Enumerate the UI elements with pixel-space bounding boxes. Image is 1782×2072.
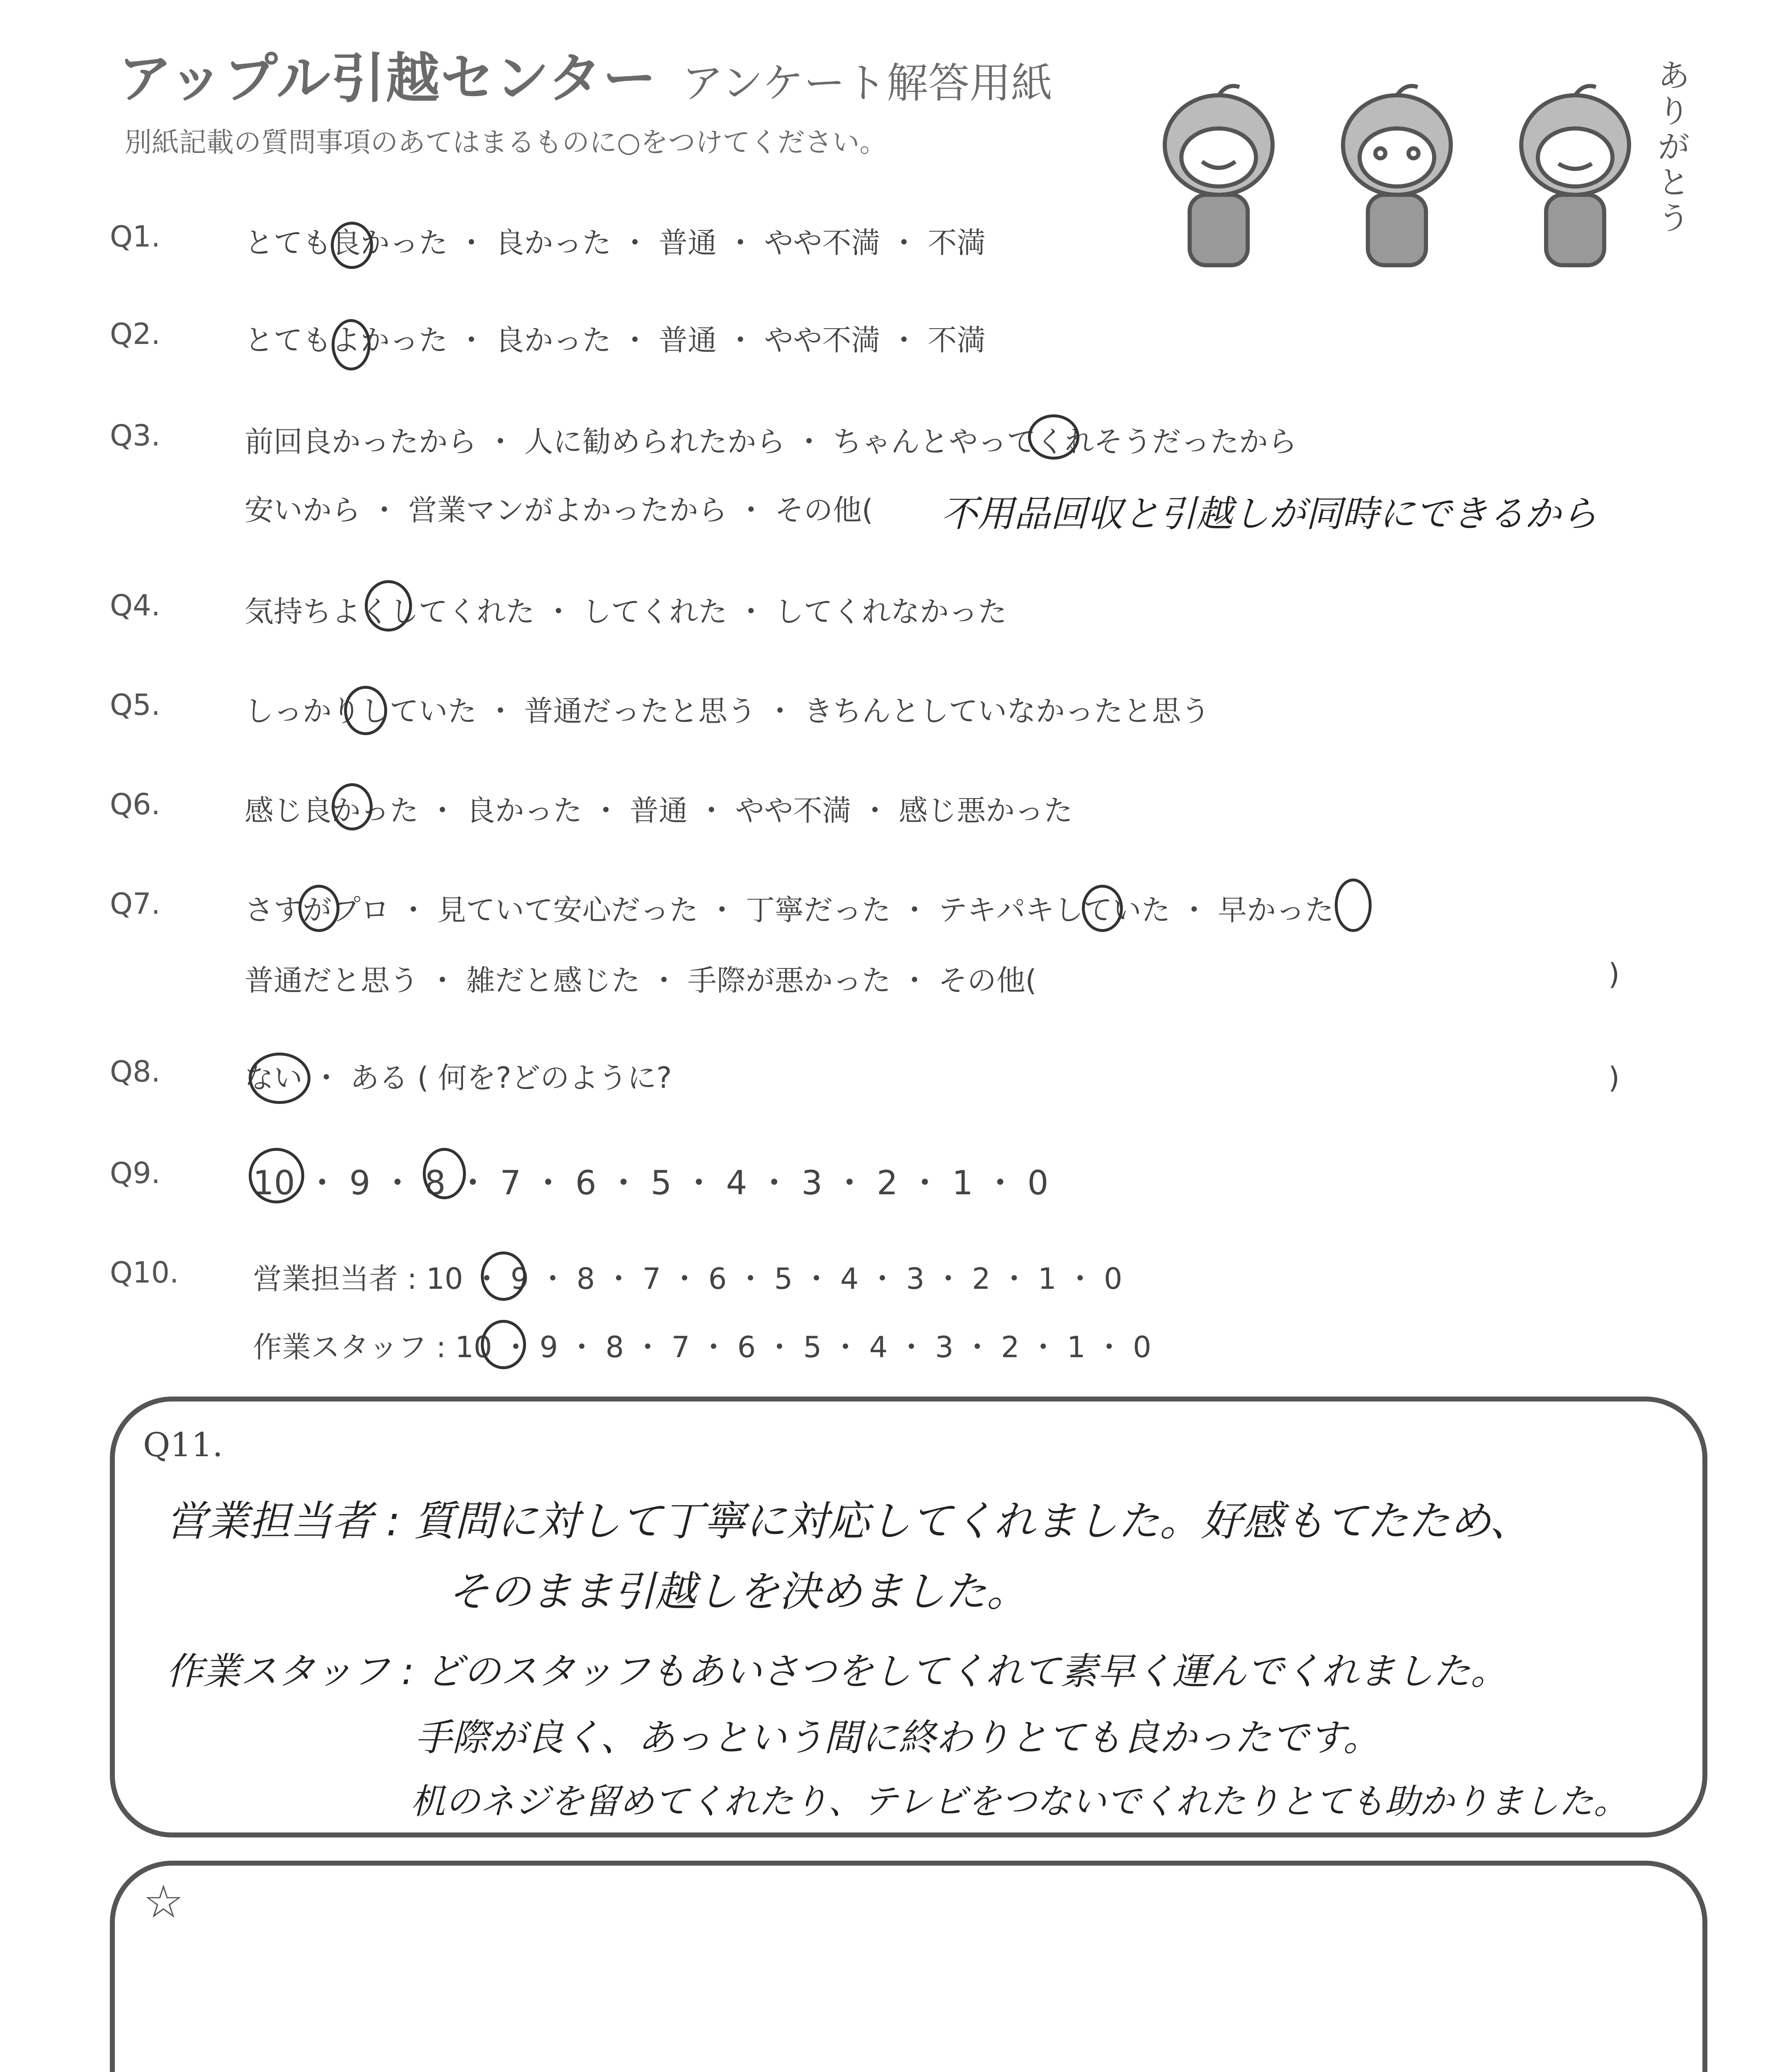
instruction-text: 別紙記載の質問事項のあてはまるものに○をつけてください。	[124, 126, 887, 158]
q10-sales-scale: 営業担当者 : 10 ・ 9 ・ 8 ・ 7 ・ 6 ・ 5 ・ 4 ・ 3 ・ 2 ・ 1 ・ 0	[253, 1262, 1123, 1296]
q1-options: とても良かった ・ 良かった ・ 普通 ・ やや不満 ・ 不満	[245, 226, 986, 260]
q4-label: Q4.	[110, 588, 160, 622]
q11-handwritten-line-2: そのまま引越しを決めました。	[448, 1567, 1028, 1616]
q9-scale: 10 ・ 9 ・ 8 ・ 7 ・ 6 ・ 5 ・ 4 ・ 3 ・ 2 ・ 1 ・ 0	[253, 1164, 1049, 1202]
q10-label: Q10.	[110, 1256, 179, 1290]
q3-options-line1: 前回良かったから ・ 人に勧められたから ・ ちゃんとやってくれそうだったから	[245, 425, 1297, 459]
q8-answer-circle	[249, 1053, 310, 1104]
q7-answer-circle-2	[1082, 885, 1123, 932]
q11-handwritten-line-5: 机のネジを留めてくれたり、テレビをつないでくれたりとても助かりました。	[410, 1781, 1629, 1822]
q6-answer-circle	[332, 783, 373, 830]
form-subtitle: アンケート解答用紙	[682, 59, 1052, 107]
q10-staff-answer-circle	[481, 1320, 526, 1369]
q10-sales-answer-circle	[481, 1251, 526, 1301]
q2-options: とてもよかった ・ 良かった ・ 普通 ・ やや不満 ・ 不満	[245, 323, 986, 357]
mascot-illustration	[1144, 58, 1704, 274]
q6-label: Q6.	[110, 787, 160, 821]
q9-answer-circle-8	[423, 1148, 466, 1199]
q11-label: Q11.	[143, 1426, 223, 1464]
q3-label: Q3.	[110, 419, 160, 453]
q11-handwritten-line-4: 手際が良く、あっという間に終わりとても良かったです。	[415, 1716, 1381, 1760]
q2-answer-circle	[332, 319, 371, 370]
q9-label: Q9.	[110, 1156, 160, 1190]
q2-label: Q2.	[110, 317, 160, 351]
q11-handwritten-line-1: 営業担当者 : 質問に対して丁寧に対応してくれました。好感もてたため、	[166, 1497, 1531, 1545]
q8-options: ない ・ ある ( 何を?どのように?	[245, 1061, 672, 1095]
q6-options: 感じ良かった ・ 良かった ・ 普通 ・ やや不満 ・ 感じ悪かった	[245, 794, 1073, 828]
q10-staff-scale: 作業スタッフ : 10 ・ 9 ・ 8 ・ 7 ・ 6 ・ 5 ・ 4 ・ 3 ・ 2 ・ 1 ・ 0	[253, 1330, 1152, 1364]
q7-options-line1: さすがプロ ・ 見ていて安心だった ・ 丁寧だった ・ テキパキしていた ・ 早かった	[245, 893, 1334, 927]
monkey-mascots-icon	[1144, 58, 1704, 274]
q7-other-close: )	[1608, 957, 1620, 991]
q1-label: Q1.	[110, 220, 160, 254]
star-comment-box	[110, 1861, 1707, 2072]
q11-handwritten-line-3: 作業スタッフ : どのスタッフもあいさつをしてくれて素早く運んでくれました。	[166, 1650, 1508, 1693]
q3-options-line2: 安いから ・ 営業マンがよかったから ・ その他(	[245, 493, 873, 527]
q5-options: しっかりしていた ・ 普通だったと思う ・ きちんとしていなかったと思う	[245, 694, 1210, 728]
q9-answer-circle-10	[249, 1148, 304, 1203]
q3-answer-circle	[1028, 414, 1079, 460]
q7-answer-circle-3	[1335, 879, 1372, 932]
q1-answer-circle	[331, 222, 373, 269]
q8-close: )	[1608, 1061, 1620, 1095]
q4-options: 気持ちよくしてくれた ・ してくれた ・ してくれなかった	[245, 595, 1007, 629]
q5-answer-circle	[344, 686, 387, 735]
q3-other-handwritten: 不用品回収と引越しが同時にできるから	[941, 492, 1598, 535]
q4-answer-circle	[365, 580, 412, 632]
q5-label: Q5.	[110, 688, 160, 722]
form-title: アップル引越センター	[118, 47, 657, 110]
q7-label: Q7.	[110, 887, 160, 921]
star-icon: ☆	[143, 1875, 184, 1928]
mascot-thanks-text: ありがとう	[1658, 57, 1690, 237]
q7-answer-circle-1	[298, 885, 339, 932]
q8-label: Q8.	[110, 1055, 160, 1089]
q7-options-line2: 普通だと思う ・ 雑だと感じた ・ 手際が悪かった ・ その他(	[245, 963, 1037, 997]
